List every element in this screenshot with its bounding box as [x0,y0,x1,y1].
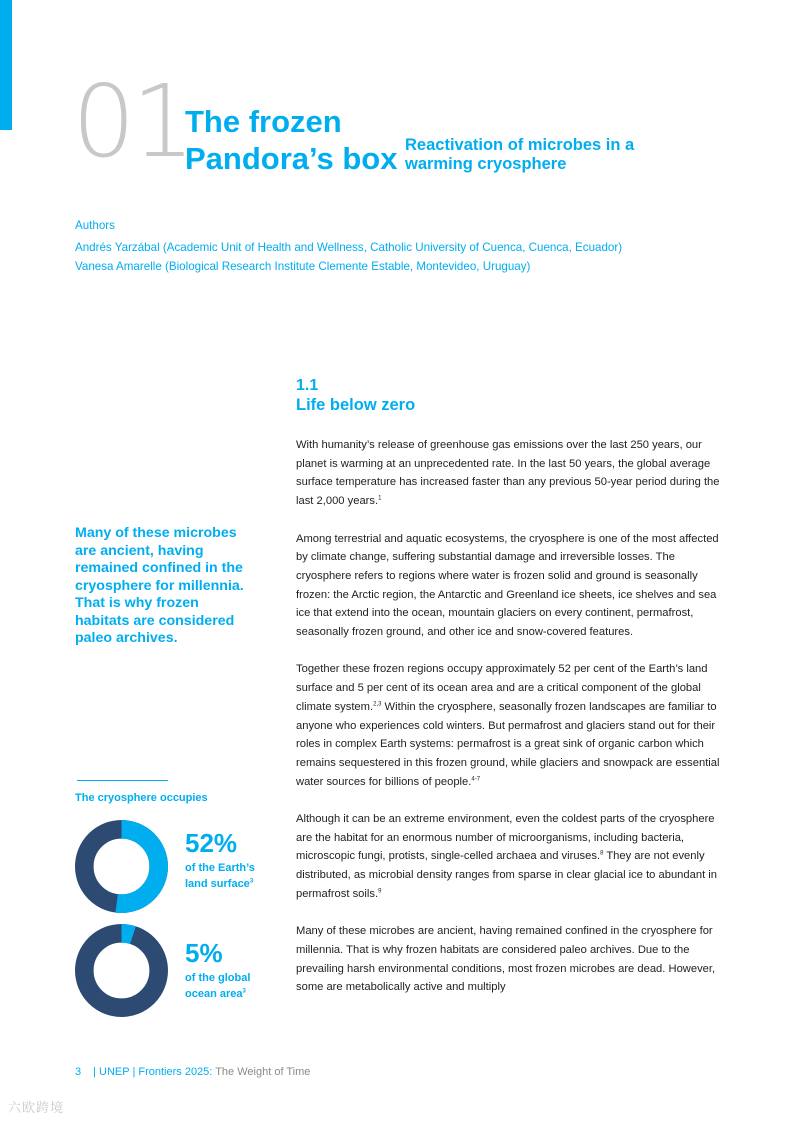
chapter-title-line2: Pandora’s box [185,141,398,176]
ref-8: 8 [600,850,604,857]
ref-9: 9 [378,888,382,895]
section-title: Life below zero [296,396,416,414]
footer-title: The Weight of Time [212,1066,311,1078]
ref-1: 1 [378,495,382,502]
chapter-subtitle-line1: Reactivation of microbes in a [405,136,635,154]
ocean-stat-value: 5% [185,938,223,968]
ocean-donut-track [84,933,158,1007]
authors-block [75,216,622,276]
paragraph-5: Many of these microbes are ancient, having remained confined in the cryosphere for millennia. That is why frozen habitats are considered paleo archives. Due to the prevailing harsh environmental conditions, most frozen microbes are dead. However, some are metabolically active and multiply [296,925,716,994]
paragraph-2: Among terrestrial and aquatic ecosystems, the cryosphere is one of the most affected by climate change, suffering substantial damage and irreversible losses. The cryosphere refers to regions where water is frozen solid and ground is seasonally frozen: the Arctic region, the Antarctic and Greenland ice sheets, ice shelves and sea ice that extend into the ocean, mountain glaciers on every continent, permafrost, seasonally frozen ground, and other ice and snow-covered features. [296,532,719,639]
pull-quote: Many of these microbes are ancient, having remained confined in the cryosphere for millennia. That is why frozen habitats are considered paleo archives. [75,525,244,646]
ocean-stat-label: of the global ocean area$^3$ [185,972,251,1000]
authors-label: Authors [75,219,115,232]
land-stat-value: 52% [185,828,238,858]
page-footer [75,1066,310,1078]
chapter-subtitle-line2: warming cryosphere [405,155,567,173]
stats-divider [77,780,168,781]
watermark-logo: 六欧跨境 [8,1100,65,1115]
land-donut-chart [75,820,168,913]
page-number: 3 [75,1066,82,1078]
ref-4-7: 4-7 [471,775,481,782]
author-2: Vanesa Amarelle (Biological Research Institute Clemente Estable, Montevideo, Uruguay) [75,260,531,273]
body-text [296,436,721,1016]
ocean-ref: 3 [242,988,246,995]
paragraph-1: With humanity’s release of greenhouse gas emissions over the last 250 years, our planet is warming at an unprecedented rate. In the last 50 years, the global average surface temperature has increased faster than any previous 50-year period during the last 2,000 years.$^1$ [296,439,720,508]
stats-heading: The cryosphere occupies [75,792,208,804]
author-1: Andrés Yarzábal (Academic Unit of Health and Wellness, Catholic University of Cuenca, Cuenca, Ecuador) [75,241,623,254]
land-stat-label: of the Earth’s land surface$^3$ [185,862,255,890]
paragraph-4: Although it can be an extreme environment, even the coldest parts of the cryosphere are the habitat for an enormous number of microorganisms, including bacteria, microscopic fungi, protists, single-celled archaea and viruses.$^8$ They are not evenly distributed, as microbial density ranges from sparse in clear glacial ice to abundant in permafrost soils.$^9$ [296,813,717,900]
footer-source: | UNEP | Frontiers 2025: [93,1066,213,1078]
paragraph-3: Together these frozen regions occupy approximately 52 per cent of the Earth’s land surface and 5 per cent of its ocean area and are a critical component of the global climate system.$^{2,3}$ Within the cryosphere, seasonally frozen landscapes are familiar to anyone who experiences cold winters. But permafrost and glaciers stand out for their roles in complex Earth systems: permafrost is a great sink of organic carbon which remains sequestered in this frozen ground, while glaciers and snowpack are essential water sources for billions of people.$^{4-7}$ [296,663,720,788]
land-ref: 3 [249,878,254,885]
ocean-donut-chart [75,924,168,1017]
accent-bar [0,0,12,130]
section-number: 1.1 [296,377,319,394]
chapter-subtitle [405,136,634,174]
chapter-title [185,103,397,177]
ref-2-3: 2,3 [373,701,382,708]
chapter-number: 01 [72,63,192,180]
chapter-title-line1: The frozen [185,104,342,139]
